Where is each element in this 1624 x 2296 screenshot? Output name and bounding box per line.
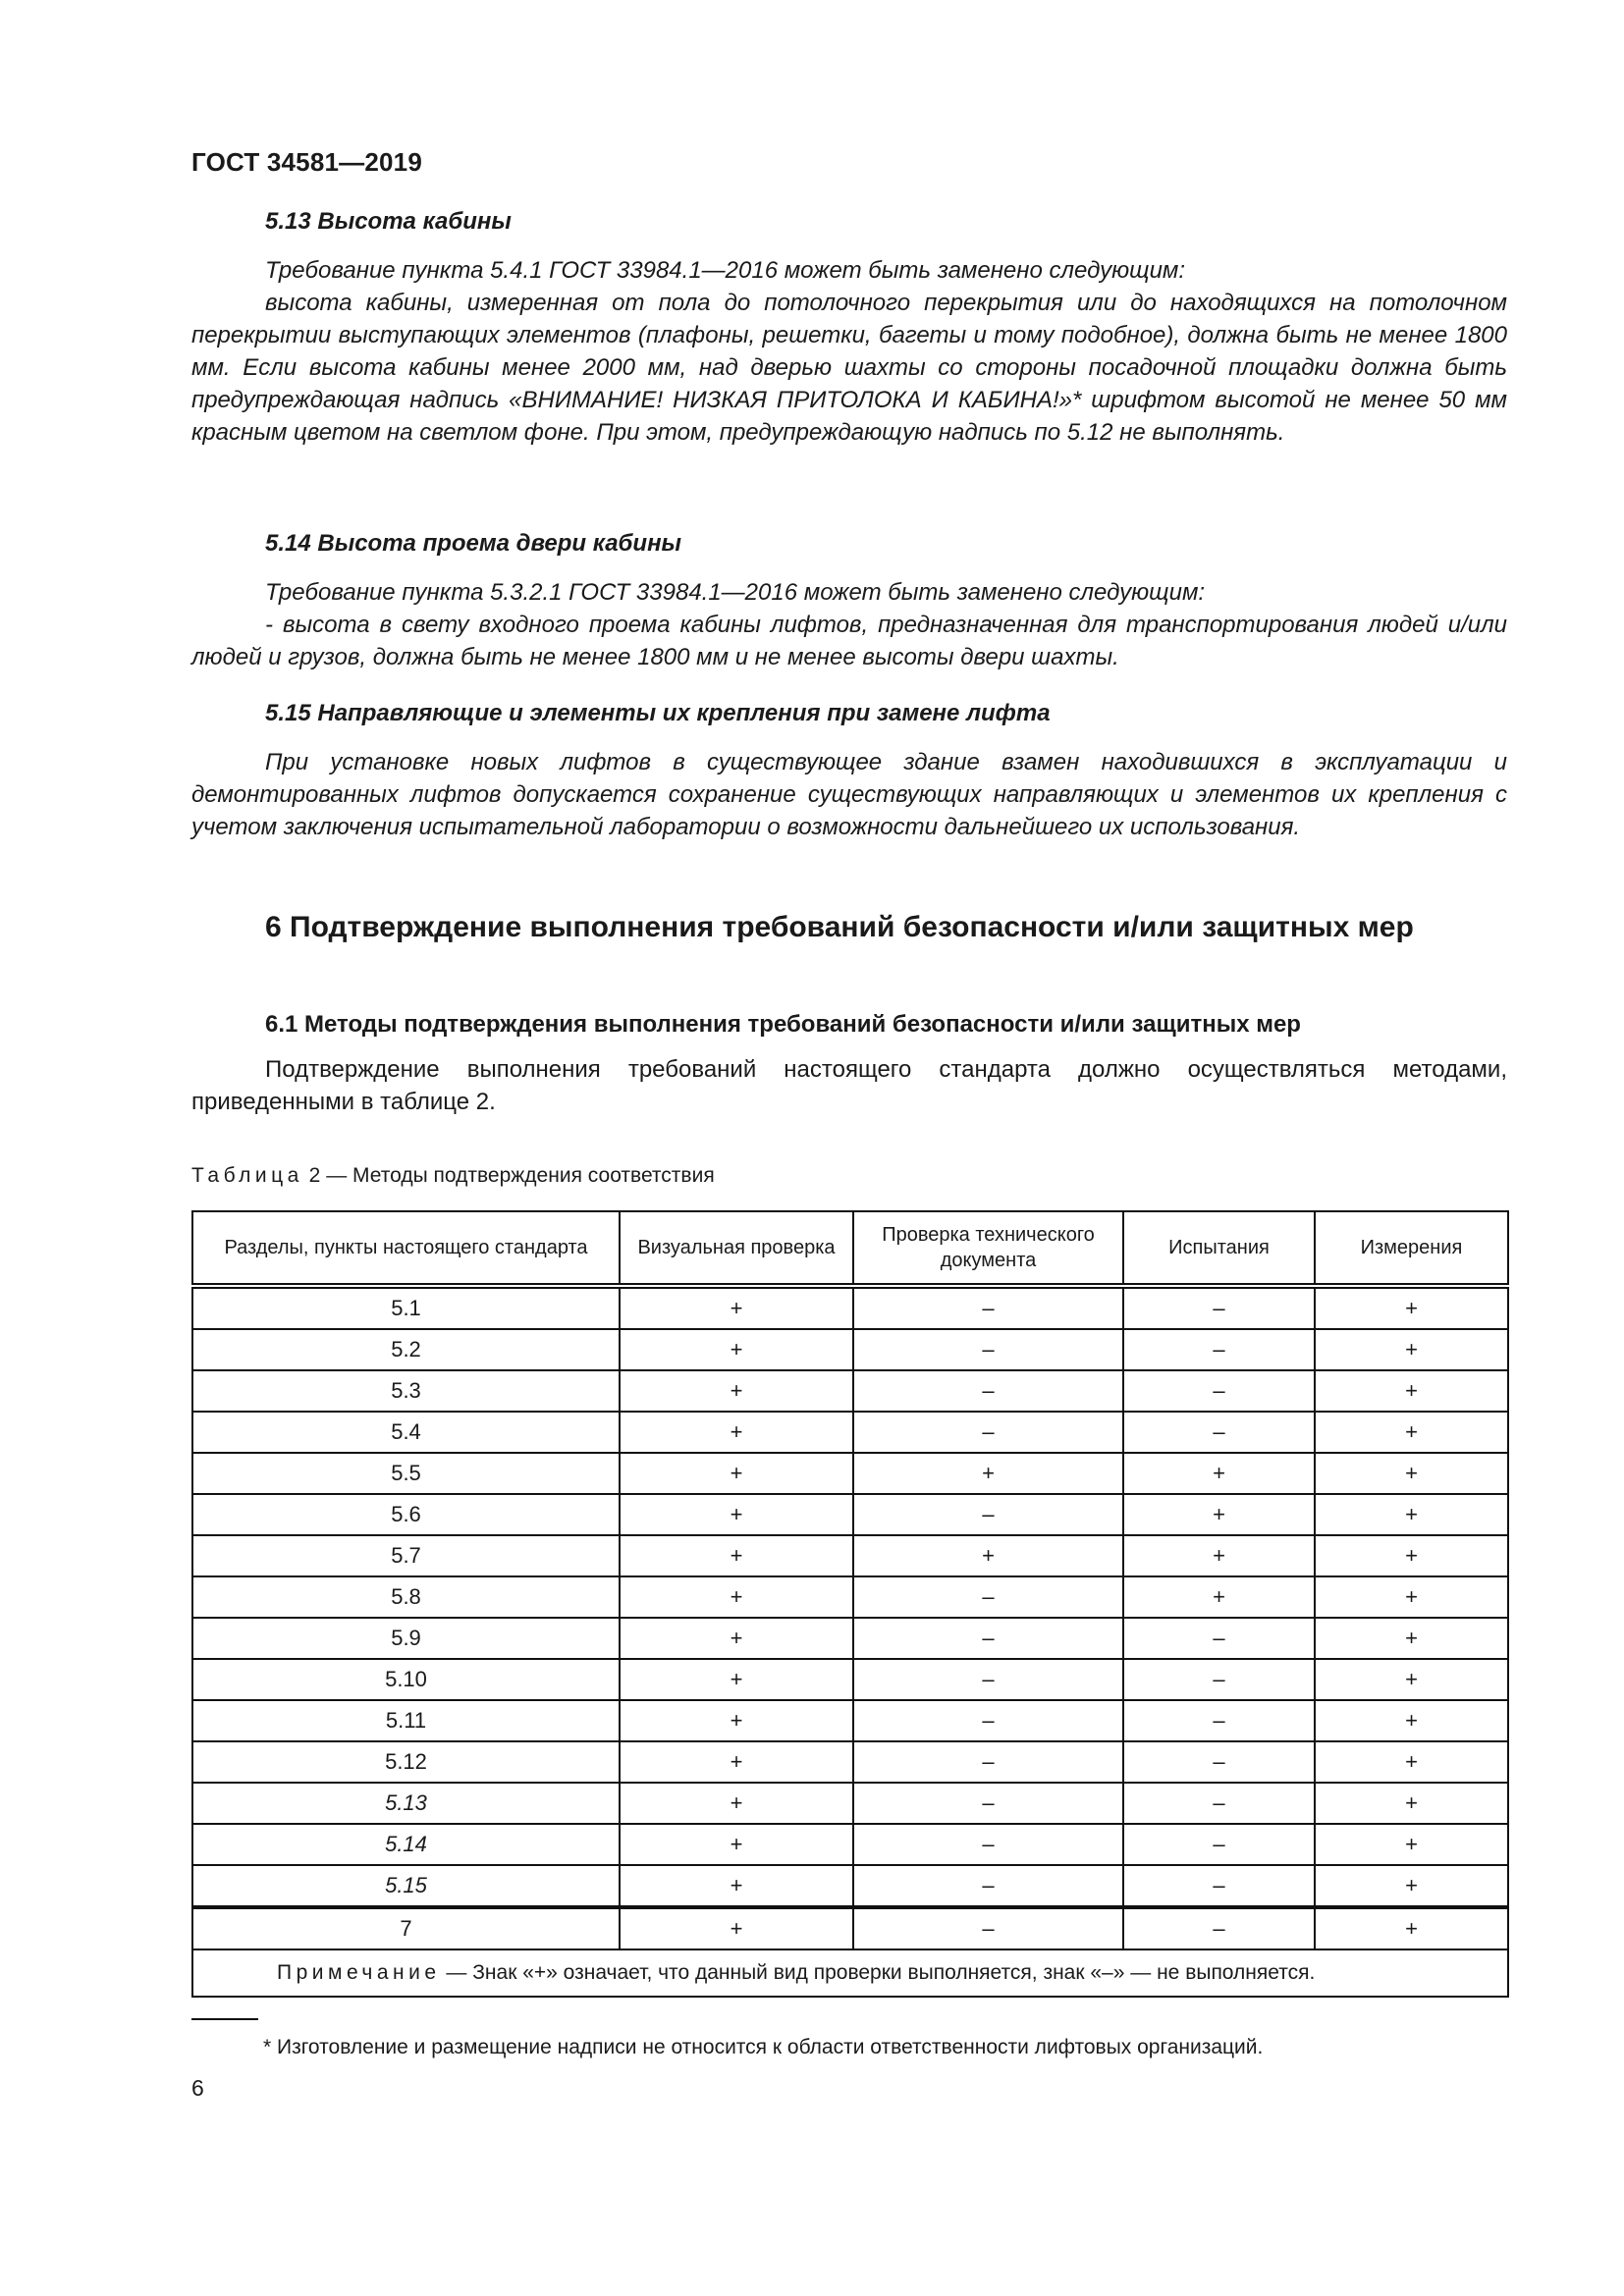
section-cell: 5.3 (192, 1370, 620, 1412)
mark-cell: + (620, 1535, 853, 1576)
table-row (192, 1700, 1508, 1741)
mark-cell: + (1315, 1370, 1508, 1412)
section-heading: 5.13 Высота кабины (265, 208, 512, 235)
mark-cell: – (853, 1865, 1123, 1907)
section-heading: 5.15 Направляющие и элементы их крепления при замене лифта (265, 700, 1051, 726)
mark-cell: + (620, 1907, 853, 1949)
mark-cell: – (1123, 1865, 1315, 1907)
mark-cell: – (853, 1576, 1123, 1618)
paragraph: Требование пункта 5.3.2.1 ГОСТ 33984.1—2016 может быть заменено следующим: (265, 579, 1206, 606)
mark-cell: – (853, 1412, 1123, 1453)
table-row (192, 1412, 1508, 1453)
mark-cell: + (620, 1618, 853, 1659)
mark-cell: + (1315, 1783, 1508, 1824)
mark-cell: + (1315, 1535, 1508, 1576)
mark-cell: + (620, 1453, 853, 1494)
mark-cell: + (620, 1370, 853, 1412)
mark-cell: + (1315, 1329, 1508, 1370)
column-header-measurements: Измерения (1315, 1211, 1508, 1286)
table-row (192, 1494, 1508, 1535)
mark-cell: – (1123, 1370, 1315, 1412)
mark-cell: – (853, 1824, 1123, 1865)
mark-cell: – (853, 1659, 1123, 1700)
mark-cell: + (1315, 1286, 1508, 1329)
mark-cell: + (853, 1535, 1123, 1576)
section-6-1-paragraph: Подтверждение выполнения требований настоящего стандарта должно осуществляться методами, приведенными в таблице 2. (191, 1056, 1507, 1115)
mark-cell: + (1123, 1576, 1315, 1618)
section-6-1-heading: 6.1 Методы подтверждения выполнения требований безопасности и/или защитных мер (265, 1011, 1301, 1038)
mark-cell: + (620, 1659, 853, 1700)
section-cell: 5.9 (192, 1618, 620, 1659)
page-number: 6 (191, 2075, 204, 2101)
section-cell: 5.7 (192, 1535, 620, 1576)
mark-cell: – (853, 1370, 1123, 1412)
table-row (192, 1618, 1508, 1659)
table-caption-text: 2 — Методы подтверждения соответствия (302, 1164, 715, 1187)
section-cell: 5.11 (192, 1700, 620, 1741)
section-cell: 5.14 (192, 1824, 620, 1865)
column-header-sections: Разделы, пункты настоящего стандарта (192, 1211, 620, 1286)
table-row (192, 1824, 1508, 1865)
footnote-separator (191, 2018, 258, 2020)
mark-cell: + (620, 1576, 853, 1618)
section-5-14 (191, 527, 1507, 673)
mark-cell: – (853, 1494, 1123, 1535)
mark-cell: + (620, 1865, 853, 1907)
mark-cell: – (853, 1783, 1123, 1824)
table-caption (191, 1164, 715, 1188)
table-row (192, 1286, 1508, 1329)
paragraph: высота кабины, измеренная от пола до потолочного перекрытия или до находящихся на потолочном перекрытии выступающих элементов (плафоны, решетки, багеты и тому подобное), должна быть не менее 1800 мм. Если высота кабины менее 2000 мм, над дверью шахты со стороны посадочной площадки должна быть предупреждающая надпись «ВНИМАНИЕ! НИЗКАЯ ПРИТОЛОКА И КАБИНА!»* шрифтом высотой не менее 50 мм красным цветом на светлом фоне. При этом, предупреждающую надпись по 5.12 не выполнять. (191, 290, 1507, 446)
mark-cell: + (1315, 1412, 1508, 1453)
mark-cell: + (853, 1453, 1123, 1494)
methods-table (191, 1210, 1509, 1998)
paragraph: - высота в свету входного проема кабины лифтов, предназначенная для транспортирования людей и/или людей и грузов, должна быть не менее 1800 мм и не менее высоты двери шахты. (191, 612, 1507, 670)
table-note-label: Примечание (277, 1961, 441, 1984)
mark-cell: + (1315, 1700, 1508, 1741)
section-cell: 5.6 (192, 1494, 620, 1535)
section-cell: 5.4 (192, 1412, 620, 1453)
document-header: ГОСТ 34581—2019 (191, 147, 422, 177)
table-row (192, 1907, 1508, 1949)
section-cell: 5.15 (192, 1865, 620, 1907)
mark-cell: – (853, 1618, 1123, 1659)
mark-cell: + (620, 1329, 853, 1370)
table-row (192, 1783, 1508, 1824)
mark-cell: – (853, 1700, 1123, 1741)
table-note-row (192, 1949, 1508, 1997)
mark-cell: + (1315, 1907, 1508, 1949)
mark-cell: – (1123, 1824, 1315, 1865)
mark-cell: – (853, 1329, 1123, 1370)
table-row (192, 1329, 1508, 1370)
column-header-visual: Визуальная проверка (620, 1211, 853, 1286)
mark-cell: + (1315, 1865, 1508, 1907)
mark-cell: – (1123, 1412, 1315, 1453)
mark-cell: – (853, 1741, 1123, 1783)
mark-cell: + (1315, 1453, 1508, 1494)
mark-cell: + (620, 1741, 853, 1783)
mark-cell: + (1315, 1824, 1508, 1865)
mark-cell: + (1123, 1494, 1315, 1535)
mark-cell: + (620, 1700, 853, 1741)
section-cell: 5.12 (192, 1741, 620, 1783)
mark-cell: – (1123, 1783, 1315, 1824)
paragraph: Требование пункта 5.4.1 ГОСТ 33984.1—2016 может быть заменено следующим: (265, 257, 1186, 284)
footnote: * Изготовление и размещение надписи не относится к области ответственности лифтовых организаций. (263, 2036, 1264, 2058)
mark-cell: + (1123, 1535, 1315, 1576)
table-row (192, 1453, 1508, 1494)
mark-cell: – (853, 1286, 1123, 1329)
mark-cell: – (1123, 1659, 1315, 1700)
mark-cell: + (620, 1824, 853, 1865)
section-6-heading: 6 Подтверждение выполнения требований безопасности и/или защитных мер (265, 911, 1414, 943)
section-cell: 5.1 (192, 1286, 620, 1329)
section-cell: 5.10 (192, 1659, 620, 1700)
mark-cell: – (1123, 1907, 1315, 1949)
table-row (192, 1370, 1508, 1412)
section-cell: 5.13 (192, 1783, 620, 1824)
mark-cell: + (620, 1783, 853, 1824)
table-header-row (192, 1211, 1508, 1286)
mark-cell: – (1123, 1618, 1315, 1659)
column-header-tests: Испытания (1123, 1211, 1315, 1286)
section-cell: 7 (192, 1907, 620, 1949)
table-note (192, 1949, 1508, 1997)
section-cell: 5.2 (192, 1329, 620, 1370)
mark-cell: + (620, 1286, 853, 1329)
table-note-text: — Знак «+» означает, что данный вид проверки выполняется, знак «–» — не выполняется. (440, 1961, 1316, 1984)
mark-cell: + (1315, 1659, 1508, 1700)
table-row (192, 1741, 1508, 1783)
mark-cell: – (1123, 1741, 1315, 1783)
mark-cell: + (1315, 1618, 1508, 1659)
section-5-15 (191, 697, 1507, 843)
mark-cell: + (620, 1494, 853, 1535)
section-cell: 5.5 (192, 1453, 620, 1494)
table-row (192, 1865, 1508, 1907)
section-cell: 5.8 (192, 1576, 620, 1618)
section-5-13 (191, 205, 1507, 449)
mark-cell: – (1123, 1329, 1315, 1370)
mark-cell: – (853, 1907, 1123, 1949)
mark-cell: + (1315, 1741, 1508, 1783)
table-caption-label: Таблица (191, 1164, 303, 1187)
mark-cell: + (1315, 1576, 1508, 1618)
mark-cell: + (620, 1412, 853, 1453)
mark-cell: – (1123, 1286, 1315, 1329)
paragraph: При установке новых лифтов в существующее здание взамен находившихся в эксплуатации и демонтированных лифтов допускается сохранение существующих направляющих и элементов их крепления с учетом заключения испытательной лаборатории о возможности дальнейшего их использования. (191, 749, 1507, 840)
mark-cell: – (1123, 1700, 1315, 1741)
section-heading: 5.14 Высота проема двери кабины (265, 530, 682, 557)
table-row (192, 1659, 1508, 1700)
mark-cell: + (1123, 1453, 1315, 1494)
mark-cell: + (1315, 1494, 1508, 1535)
table-row (192, 1576, 1508, 1618)
table-row (192, 1535, 1508, 1576)
column-header-document: Проверка технического документа (853, 1211, 1123, 1286)
